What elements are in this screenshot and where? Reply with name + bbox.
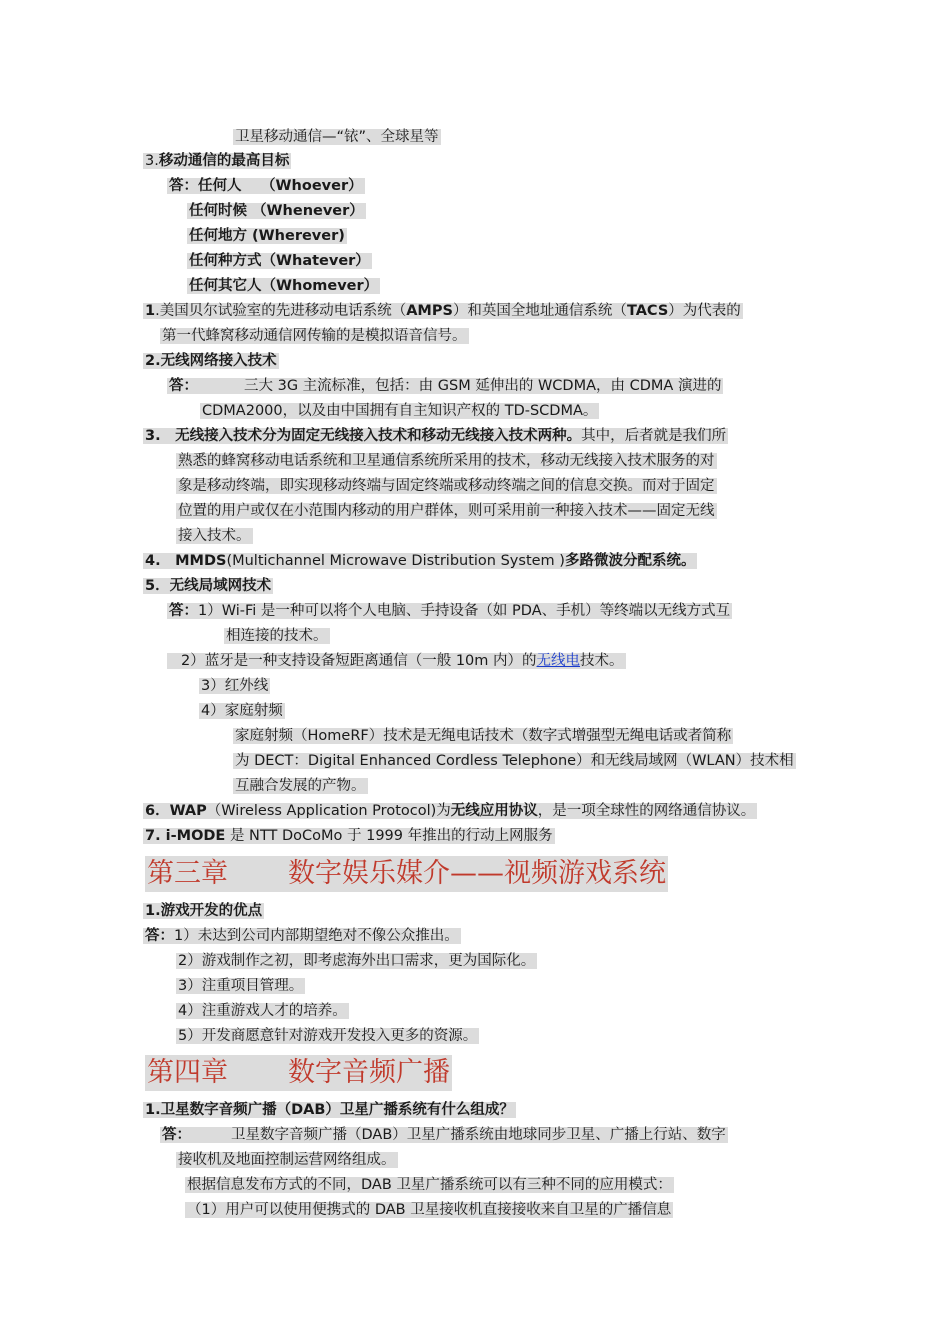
text-line: 卫星移动通信—“铱”、全球星等 bbox=[235, 129, 439, 145]
heading-line: 2.无线网络接入技术 bbox=[145, 353, 277, 369]
text-line: 家庭射频（HomeRF）技术是无绳电话技术（数字式增强型无绳电话或者简称 bbox=[235, 728, 732, 744]
text-line: 任何种方式（Whatever） bbox=[189, 253, 370, 269]
text-line: （1）用户可以使用便携式的 DAB 卫星接收机直接接收来自卫星的广播信息 bbox=[187, 1202, 672, 1218]
text-line: 第一代蜂窝移动通信网传输的是模拟语音信号。 bbox=[162, 328, 467, 344]
text-line: 7. i-MODE 是 NTT DoCoMo 于 1999 年推出的行动上网服务 bbox=[145, 828, 553, 844]
chapter-4-heading: 第四章 数字音频广播 bbox=[145, 1055, 452, 1091]
text-line: 为 DECT：Digital Enhanced Cordless Telephone）和无线局域网（WLAN）技术相 bbox=[235, 753, 794, 769]
text-line: 5）开发商愿意针对游戏开发投入更多的资源。 bbox=[178, 1028, 478, 1044]
text-line: 3. 无线接入技术分为固定无线接入技术和移动无线接入技术两种。其中，后者就是我们所 bbox=[145, 428, 727, 444]
text-line: 位置的用户或仅在小范围内移动的用户群体，则可采用前一种接入技术——固定无线 bbox=[178, 503, 715, 519]
text-line: 答： 三大 3G 主流标准，包括：由 GSM 延伸出的 WCDMA，由 CDMA 演进的 bbox=[169, 378, 722, 394]
text-line: 答：1）未达到公司内部期望绝对不像公众推出。 bbox=[145, 928, 459, 944]
chapter-3-heading: 第三章 数字娱乐媒介——视频游戏系统 bbox=[145, 856, 668, 892]
text-line: 接收机及地面控制运营网络组成。 bbox=[178, 1152, 396, 1168]
text-line: 3）红外线 bbox=[201, 678, 269, 694]
text-line: 3）注重项目管理。 bbox=[178, 978, 304, 994]
text-line: 任何地方 (Wherever) bbox=[189, 228, 345, 244]
text-line: 2）游戏制作之初，即考虑海外出口需求，更为国际化。 bbox=[178, 953, 536, 969]
heading-line: 5．无线局域网技术 bbox=[145, 578, 272, 594]
text-line: 答：1）Wi-Fi 是一种可以将个人电脑、手持设备（如 PDA、手机）等终端以无线方式互 bbox=[169, 603, 731, 619]
wireless-link[interactable]: 无线电 bbox=[536, 653, 581, 669]
text-line: 接入技术。 bbox=[178, 528, 251, 544]
text-line: 1.美国贝尔试验室的先进移动电话系统（AMPS）和英国全地址通信系统（TACS）为代表的 bbox=[145, 303, 741, 319]
text-line: 互融合发展的产物。 bbox=[235, 778, 366, 794]
text-line: 相连接的技术。 bbox=[226, 628, 328, 644]
heading-line: 1.游戏开发的优点 bbox=[145, 903, 263, 919]
text-line: 任何时候 （Whenever） bbox=[189, 203, 364, 219]
heading-line: 3.移动通信的最高目标 bbox=[145, 153, 290, 169]
text-line: 熟悉的蜂窝移动电话系统和卫星通信系统所采用的技术，移动无线接入技术服务的对 bbox=[178, 453, 715, 469]
text-line: 4）注重游戏人才的培养。 bbox=[178, 1003, 347, 1019]
text-line: 根据信息发布方式的不同，DAB 卫星广播系统可以有三种不同的应用模式： bbox=[187, 1177, 672, 1193]
text-line: CDMA2000，以及由中国拥有自主知识产权的 TD-SCDMA。 bbox=[202, 403, 598, 419]
text-line: 4. MMDS(Multichannel Microwave Distribution System )多路微波分配系统。 bbox=[145, 553, 696, 569]
text-line: 6．WAP（Wireless Application Protocol)为无线应用协议，是一项全球性的网络通信协议。 bbox=[145, 803, 756, 819]
text-line: 答：任何人 （Whoever） bbox=[169, 178, 363, 194]
text-line: 答： 卫星数字音频广播（DAB）卫星广播系统由地球同步卫星、广播上行站、数字 bbox=[162, 1127, 726, 1143]
heading-line: 1.卫星数字音频广播（DAB）卫星广播系统有什么组成？ bbox=[145, 1102, 514, 1118]
text-line: 4）家庭射频 bbox=[201, 703, 283, 719]
text-line: 任何其它人（Whomever） bbox=[189, 278, 379, 294]
text-line: 象是移动终端，即实现移动终端与固定终端或移动终端之间的信息交换。而对于固定 bbox=[178, 478, 715, 494]
text-line: 2）蓝牙是一种支持设备短距离通信（一般 10m 内）的无线电技术。 bbox=[167, 651, 626, 672]
